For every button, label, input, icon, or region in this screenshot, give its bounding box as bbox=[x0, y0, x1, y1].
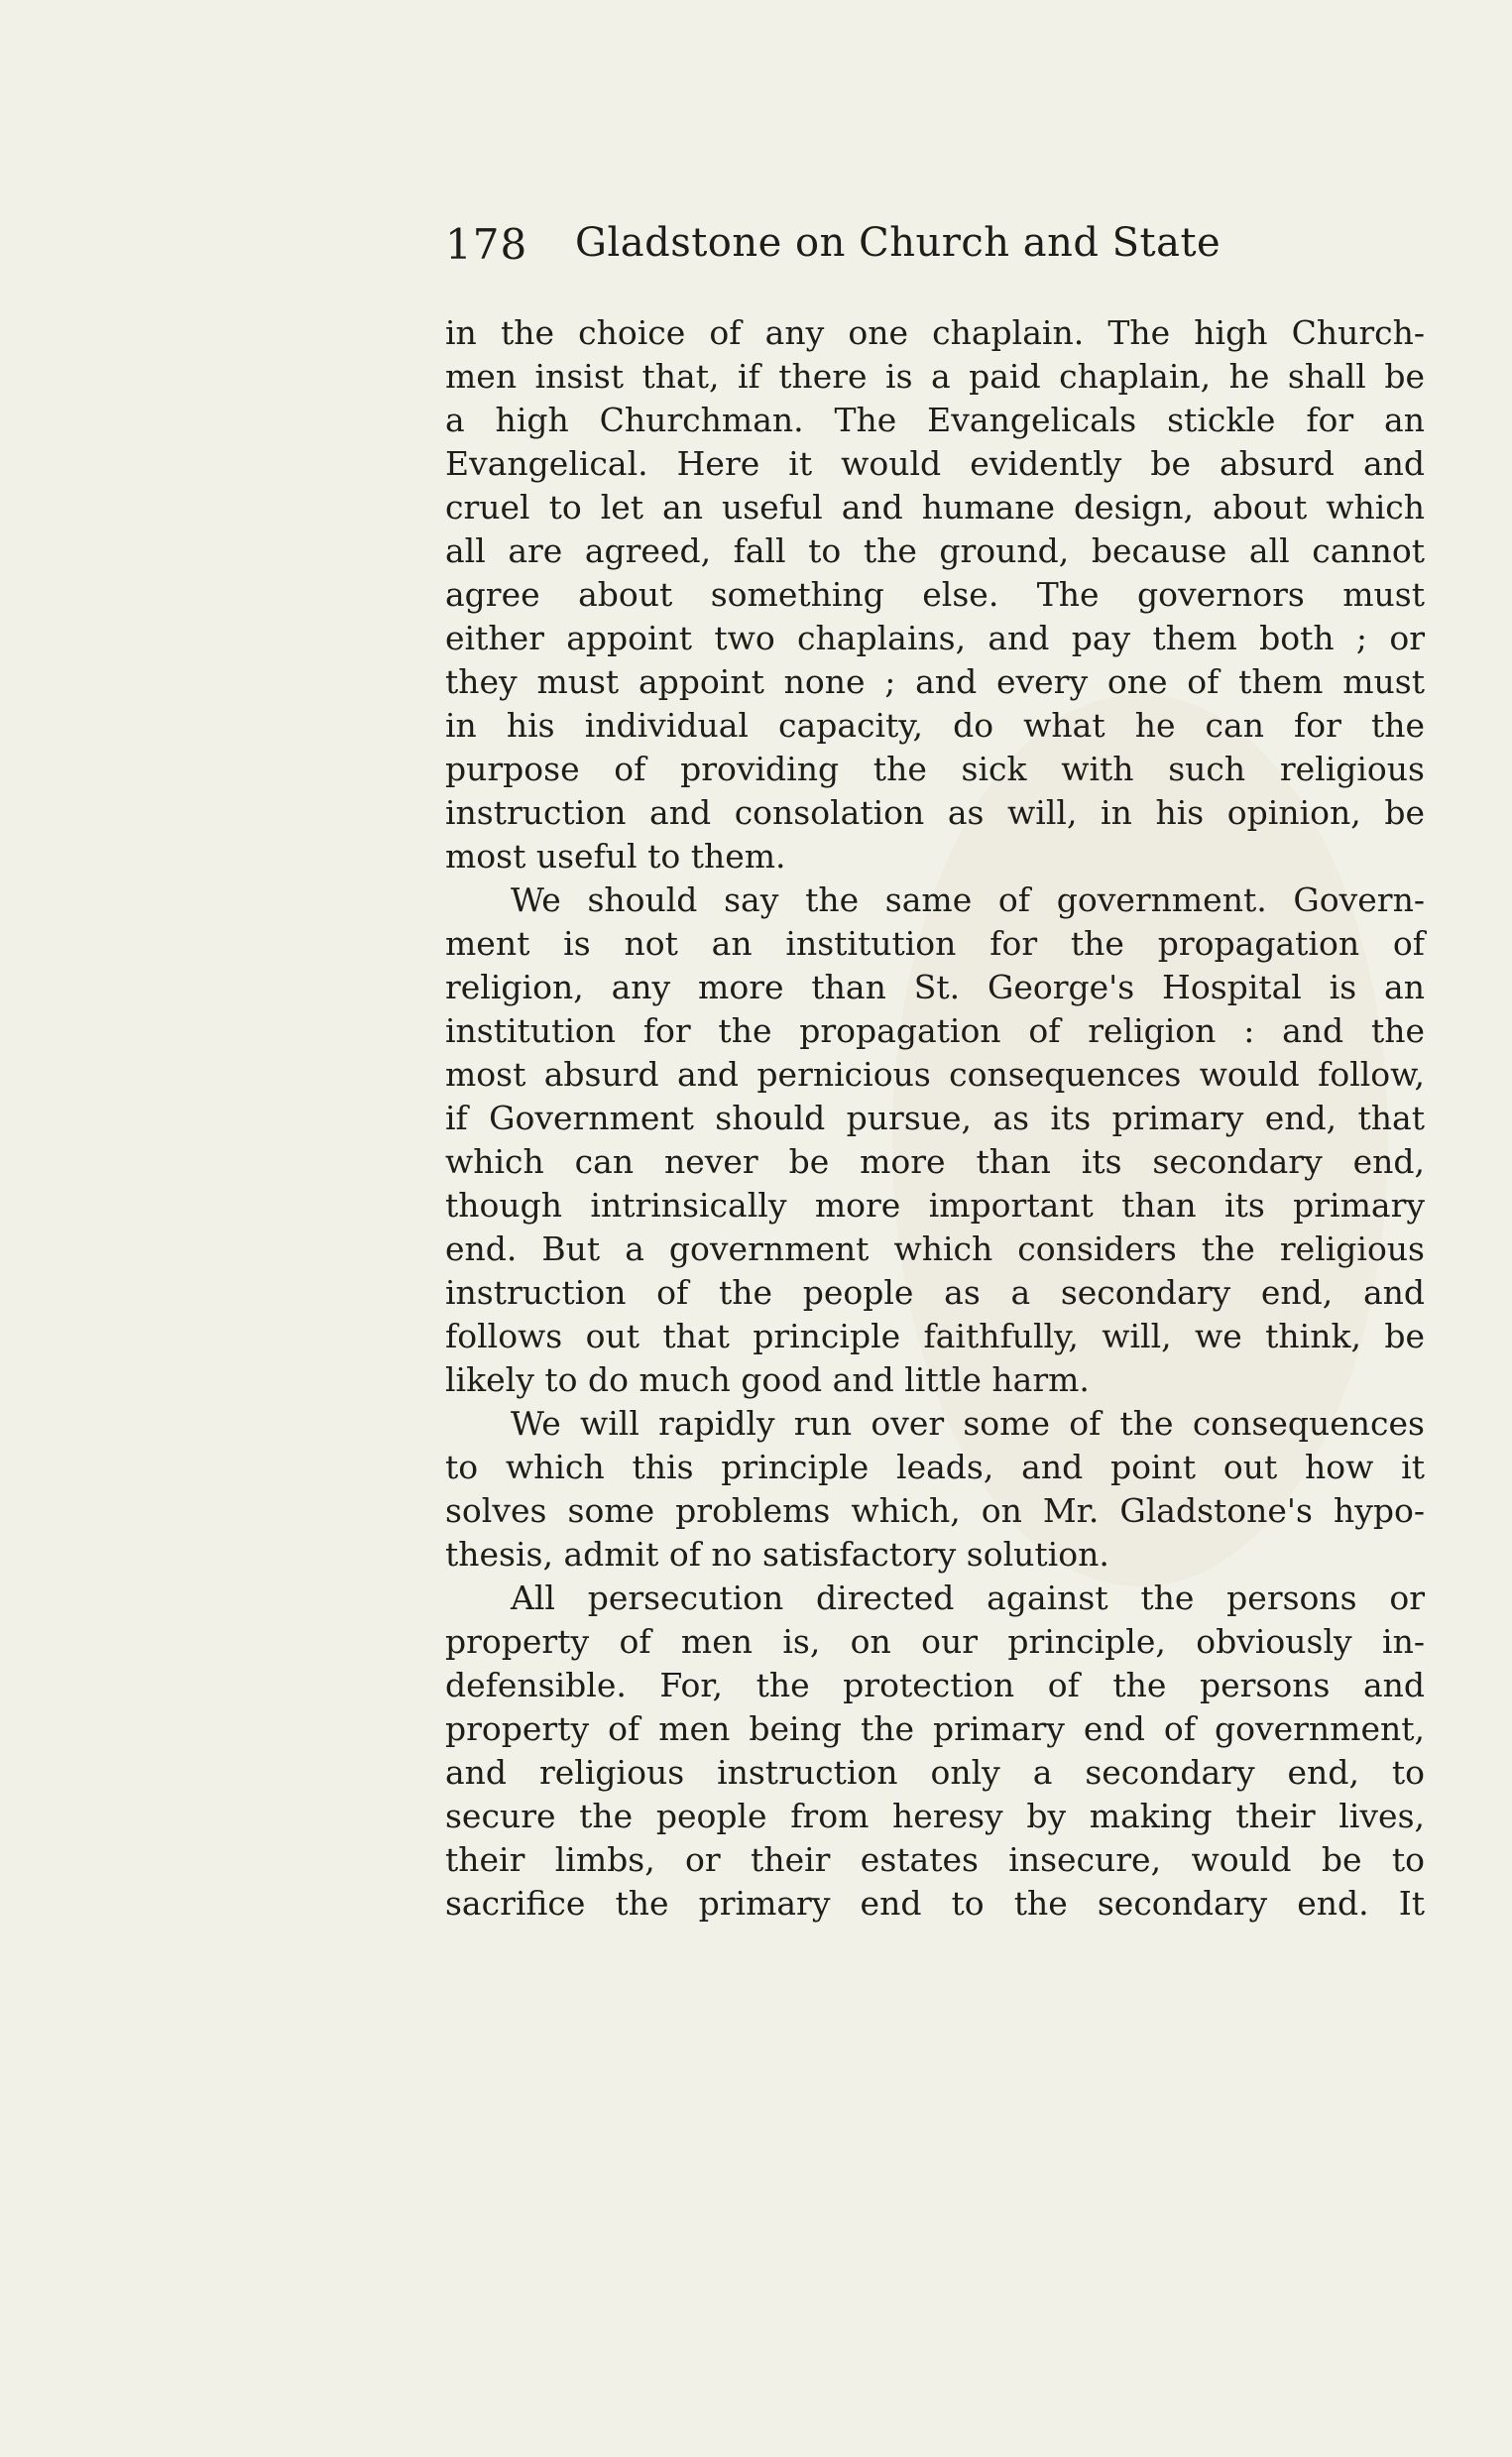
text-line: We should say the same of government. Govern- bbox=[511, 880, 1425, 919]
paragraph bbox=[445, 311, 1427, 878]
running-title: Gladstone on Church and State bbox=[575, 220, 1221, 266]
text-line: though intrinsically more important than its primary bbox=[445, 1186, 1425, 1225]
text-line: which can never be more than its secondary end, bbox=[445, 1142, 1425, 1181]
text-line: property of men is, on our principle, obviously in- bbox=[445, 1622, 1425, 1661]
text-line: most useful to them. bbox=[445, 837, 786, 876]
text-line: We will rapidly run over some of the consequences bbox=[511, 1404, 1425, 1443]
text-line: solves some problems which, on Mr. Gladstone's hypo- bbox=[445, 1491, 1425, 1530]
text-line: agree about something else. The governors must bbox=[445, 575, 1425, 614]
text-line: instruction and consolation as will, in his opinion, be bbox=[445, 793, 1425, 832]
text-line: if Government should pursue, as its primary end, that bbox=[445, 1099, 1425, 1137]
paragraph bbox=[445, 1402, 1427, 1577]
text-line: they must appoint none ; and every one of them must bbox=[445, 662, 1425, 701]
text-line: either appoint two chaplains, and pay them both ; or bbox=[445, 619, 1425, 657]
text-line: Evangelical. Here it would evidently be absurd and bbox=[445, 444, 1425, 483]
body-text bbox=[445, 311, 1427, 1926]
text-line: All persecution directed against the persons or bbox=[511, 1579, 1425, 1617]
text-line: religion, any more than St. George's Hospital is an bbox=[445, 968, 1425, 1006]
text-line: in the choice of any one chaplain. The high Church- bbox=[445, 313, 1425, 352]
text-line: ment is not an institution for the propagation of bbox=[445, 924, 1425, 963]
text-line: to which this principle leads, and point out how it bbox=[445, 1448, 1425, 1486]
text-line: follows out that principle faithfully, will, we think, be bbox=[445, 1317, 1425, 1355]
text-line: and religious instruction only a secondary end, to bbox=[445, 1753, 1425, 1792]
text-line: cruel to let an useful and humane design, about which bbox=[445, 488, 1425, 526]
text-line: their limbs, or their estates insecure, would be to bbox=[445, 1840, 1425, 1879]
paragraph bbox=[445, 878, 1427, 1402]
text-line: most absurd and pernicious consequences would follow, bbox=[445, 1055, 1425, 1094]
text-line: all are agreed, fall to the ground, because all cannot bbox=[445, 531, 1425, 570]
text-line: thesis, admit of no satisfactory solution. bbox=[445, 1535, 1109, 1574]
text-line: likely to do much good and little harm. bbox=[445, 1360, 1090, 1399]
text-line: a high Churchman. The Evangelicals stickle for an bbox=[445, 401, 1425, 439]
text-line: property of men being the primary end of government, bbox=[445, 1709, 1425, 1748]
text-line: in his individual capacity, do what he can for the bbox=[445, 706, 1425, 745]
text-line: institution for the propagation of religion : and the bbox=[445, 1011, 1425, 1050]
paragraph bbox=[445, 1577, 1427, 1926]
text-line: end. But a government which considers the religious bbox=[445, 1229, 1425, 1268]
text-line: defensible. For, the protection of the persons and bbox=[445, 1666, 1425, 1704]
page-number: 178 bbox=[445, 220, 528, 269]
text-line: men insist that, if there is a paid chaplain, he shall be bbox=[445, 357, 1425, 396]
text-line: purpose of providing the sick with such religious bbox=[445, 750, 1425, 788]
text-line: sacrifice the primary end to the secondary end. It bbox=[445, 1884, 1425, 1923]
text-line: instruction of the people as a secondary end, and bbox=[445, 1273, 1425, 1312]
text-line: secure the people from heresy by making their lives, bbox=[445, 1797, 1425, 1835]
page-header bbox=[445, 220, 1298, 286]
